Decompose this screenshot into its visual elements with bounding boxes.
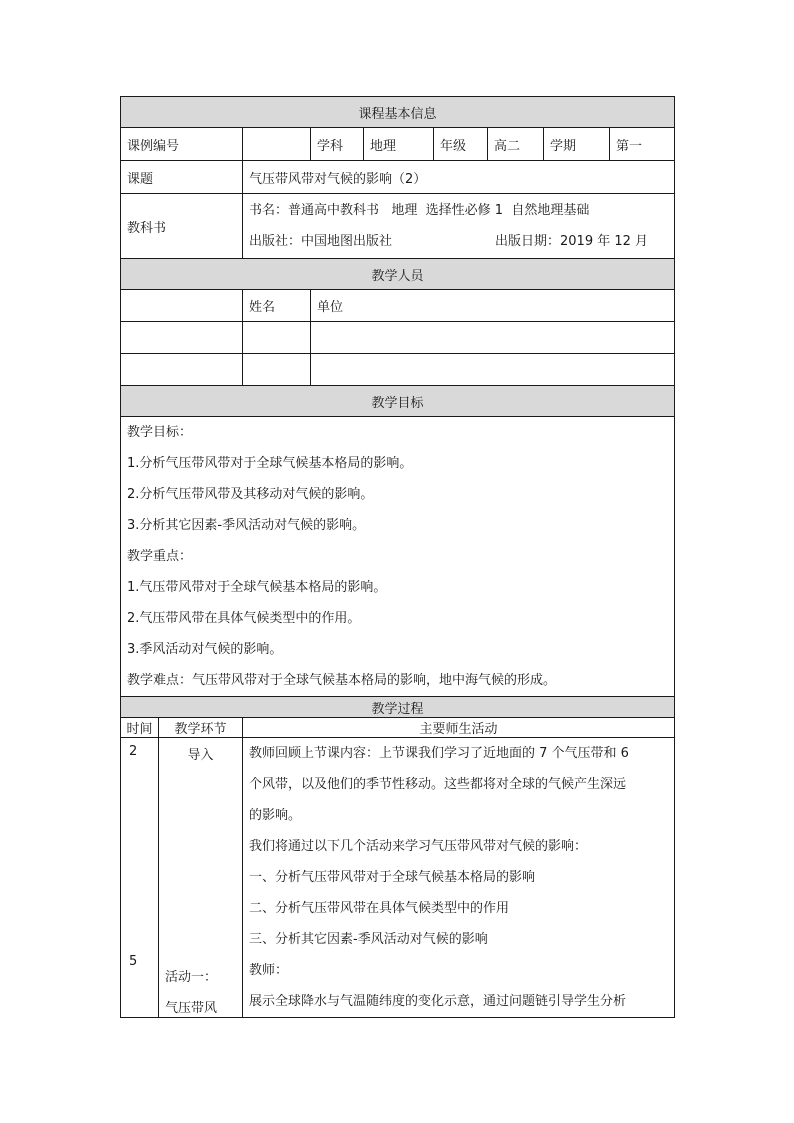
activity-line: 一、分析气压带风带对于全球气候基本格局的影响 — [249, 870, 536, 885]
objective-line: 2.分析气压带风带及其移动对气候的影响。 — [127, 487, 374, 502]
time-value: 2 — [129, 744, 138, 759]
step-column-header: 教学环节 — [159, 718, 243, 738]
process-header: 教学过程 — [121, 697, 675, 718]
activity-line: 教师： — [249, 963, 289, 978]
activity-cell — [243, 738, 675, 1018]
time-cell — [121, 738, 159, 1018]
staff-unit-cell — [311, 354, 675, 386]
objective-line: 3.分析其它因素-季风活动对气候的影响。 — [127, 518, 366, 533]
textbook-publisher: 出版社：中国地图出版社 — [249, 234, 393, 249]
course-code-value — [243, 128, 311, 161]
subject-value: 地理 — [364, 128, 434, 161]
subject-label: 学科 — [311, 128, 364, 161]
topic-label: 课题 — [121, 161, 243, 194]
objective-line: 2.气压带风带在具体气候类型中的作用。 — [127, 611, 361, 626]
textbook-date: 出版日期：2019 年 12 月 — [495, 234, 649, 249]
staff-header: 教学人员 — [121, 259, 675, 290]
step-activity-one-line: 气压带风 — [165, 1001, 218, 1016]
time-column-header: 时间 — [121, 718, 159, 738]
staff-name-cell — [243, 322, 311, 354]
activity-line: 三、分析其它因素-季风活动对气候的影响 — [249, 932, 488, 947]
objective-line: 教学难点：气压带风带对于全球气候基本格局的影响，地中海气候的形成。 — [127, 673, 557, 688]
step-activity-one — [165, 962, 217, 1018]
term-label: 学期 — [544, 128, 610, 161]
step-cell — [159, 738, 243, 1018]
staff-name-header: 姓名 — [243, 290, 311, 322]
topic-value: 气压带风带对气候的影响（2） — [243, 161, 675, 194]
activity-line: 个风带，以及他们的季节性移动。这些都将对全球的气候产生深远 — [249, 777, 627, 792]
staff-role-header — [121, 290, 243, 322]
activity-line: 二、分析气压带风带在具体气候类型中的作用 — [249, 901, 510, 916]
basic-info-header: 课程基本信息 — [121, 97, 675, 128]
activity-line: 教师回顾上节课内容：上节课我们学习了近地面的 7 个气压带和 6 — [249, 746, 629, 761]
time-value: 5 — [129, 954, 138, 969]
activity-column-header: 主要师生活动 — [243, 718, 675, 738]
textbook-title: 书名：普通高中教科书 地理 选择性必修 1 自然地理基础 — [249, 203, 590, 218]
lesson-plan-table — [120, 96, 675, 1018]
course-code-label: 课例编号 — [121, 128, 243, 161]
activity-line: 展示全球降水与气温随纬度的变化示意，通过问题链引导学生分析 — [249, 994, 627, 1009]
objective-line: 教学目标： — [127, 425, 193, 440]
objective-line: 3.季风活动对气候的影响。 — [127, 642, 283, 657]
grade-label: 年级 — [434, 128, 488, 161]
term-value: 第一 — [610, 128, 675, 161]
textbook-publisher-line — [249, 226, 668, 257]
textbook-info — [243, 194, 675, 259]
step-intro: 导入 — [187, 748, 214, 763]
activity-line: 的影响。 — [249, 808, 302, 823]
objective-line: 1.分析气压带风带对于全球气候基本格局的影响。 — [127, 456, 413, 471]
objective-line: 1.气压带风带对于全球气候基本格局的影响。 — [127, 580, 387, 595]
objectives-body — [121, 417, 675, 697]
step-activity-one-line: 活动一： — [165, 970, 218, 985]
staff-role-cell — [121, 354, 243, 386]
objective-line: 教学重点： — [127, 549, 193, 564]
textbook-label: 教科书 — [121, 194, 243, 259]
objectives-header: 教学目标 — [121, 386, 675, 417]
staff-role-cell — [121, 322, 243, 354]
staff-name-cell — [243, 354, 311, 386]
staff-unit-header: 单位 — [311, 290, 675, 322]
grade-value: 高二 — [488, 128, 544, 161]
activity-line: 我们将通过以下几个活动来学习气压带风带对气候的影响： — [249, 839, 588, 854]
staff-unit-cell — [311, 322, 675, 354]
